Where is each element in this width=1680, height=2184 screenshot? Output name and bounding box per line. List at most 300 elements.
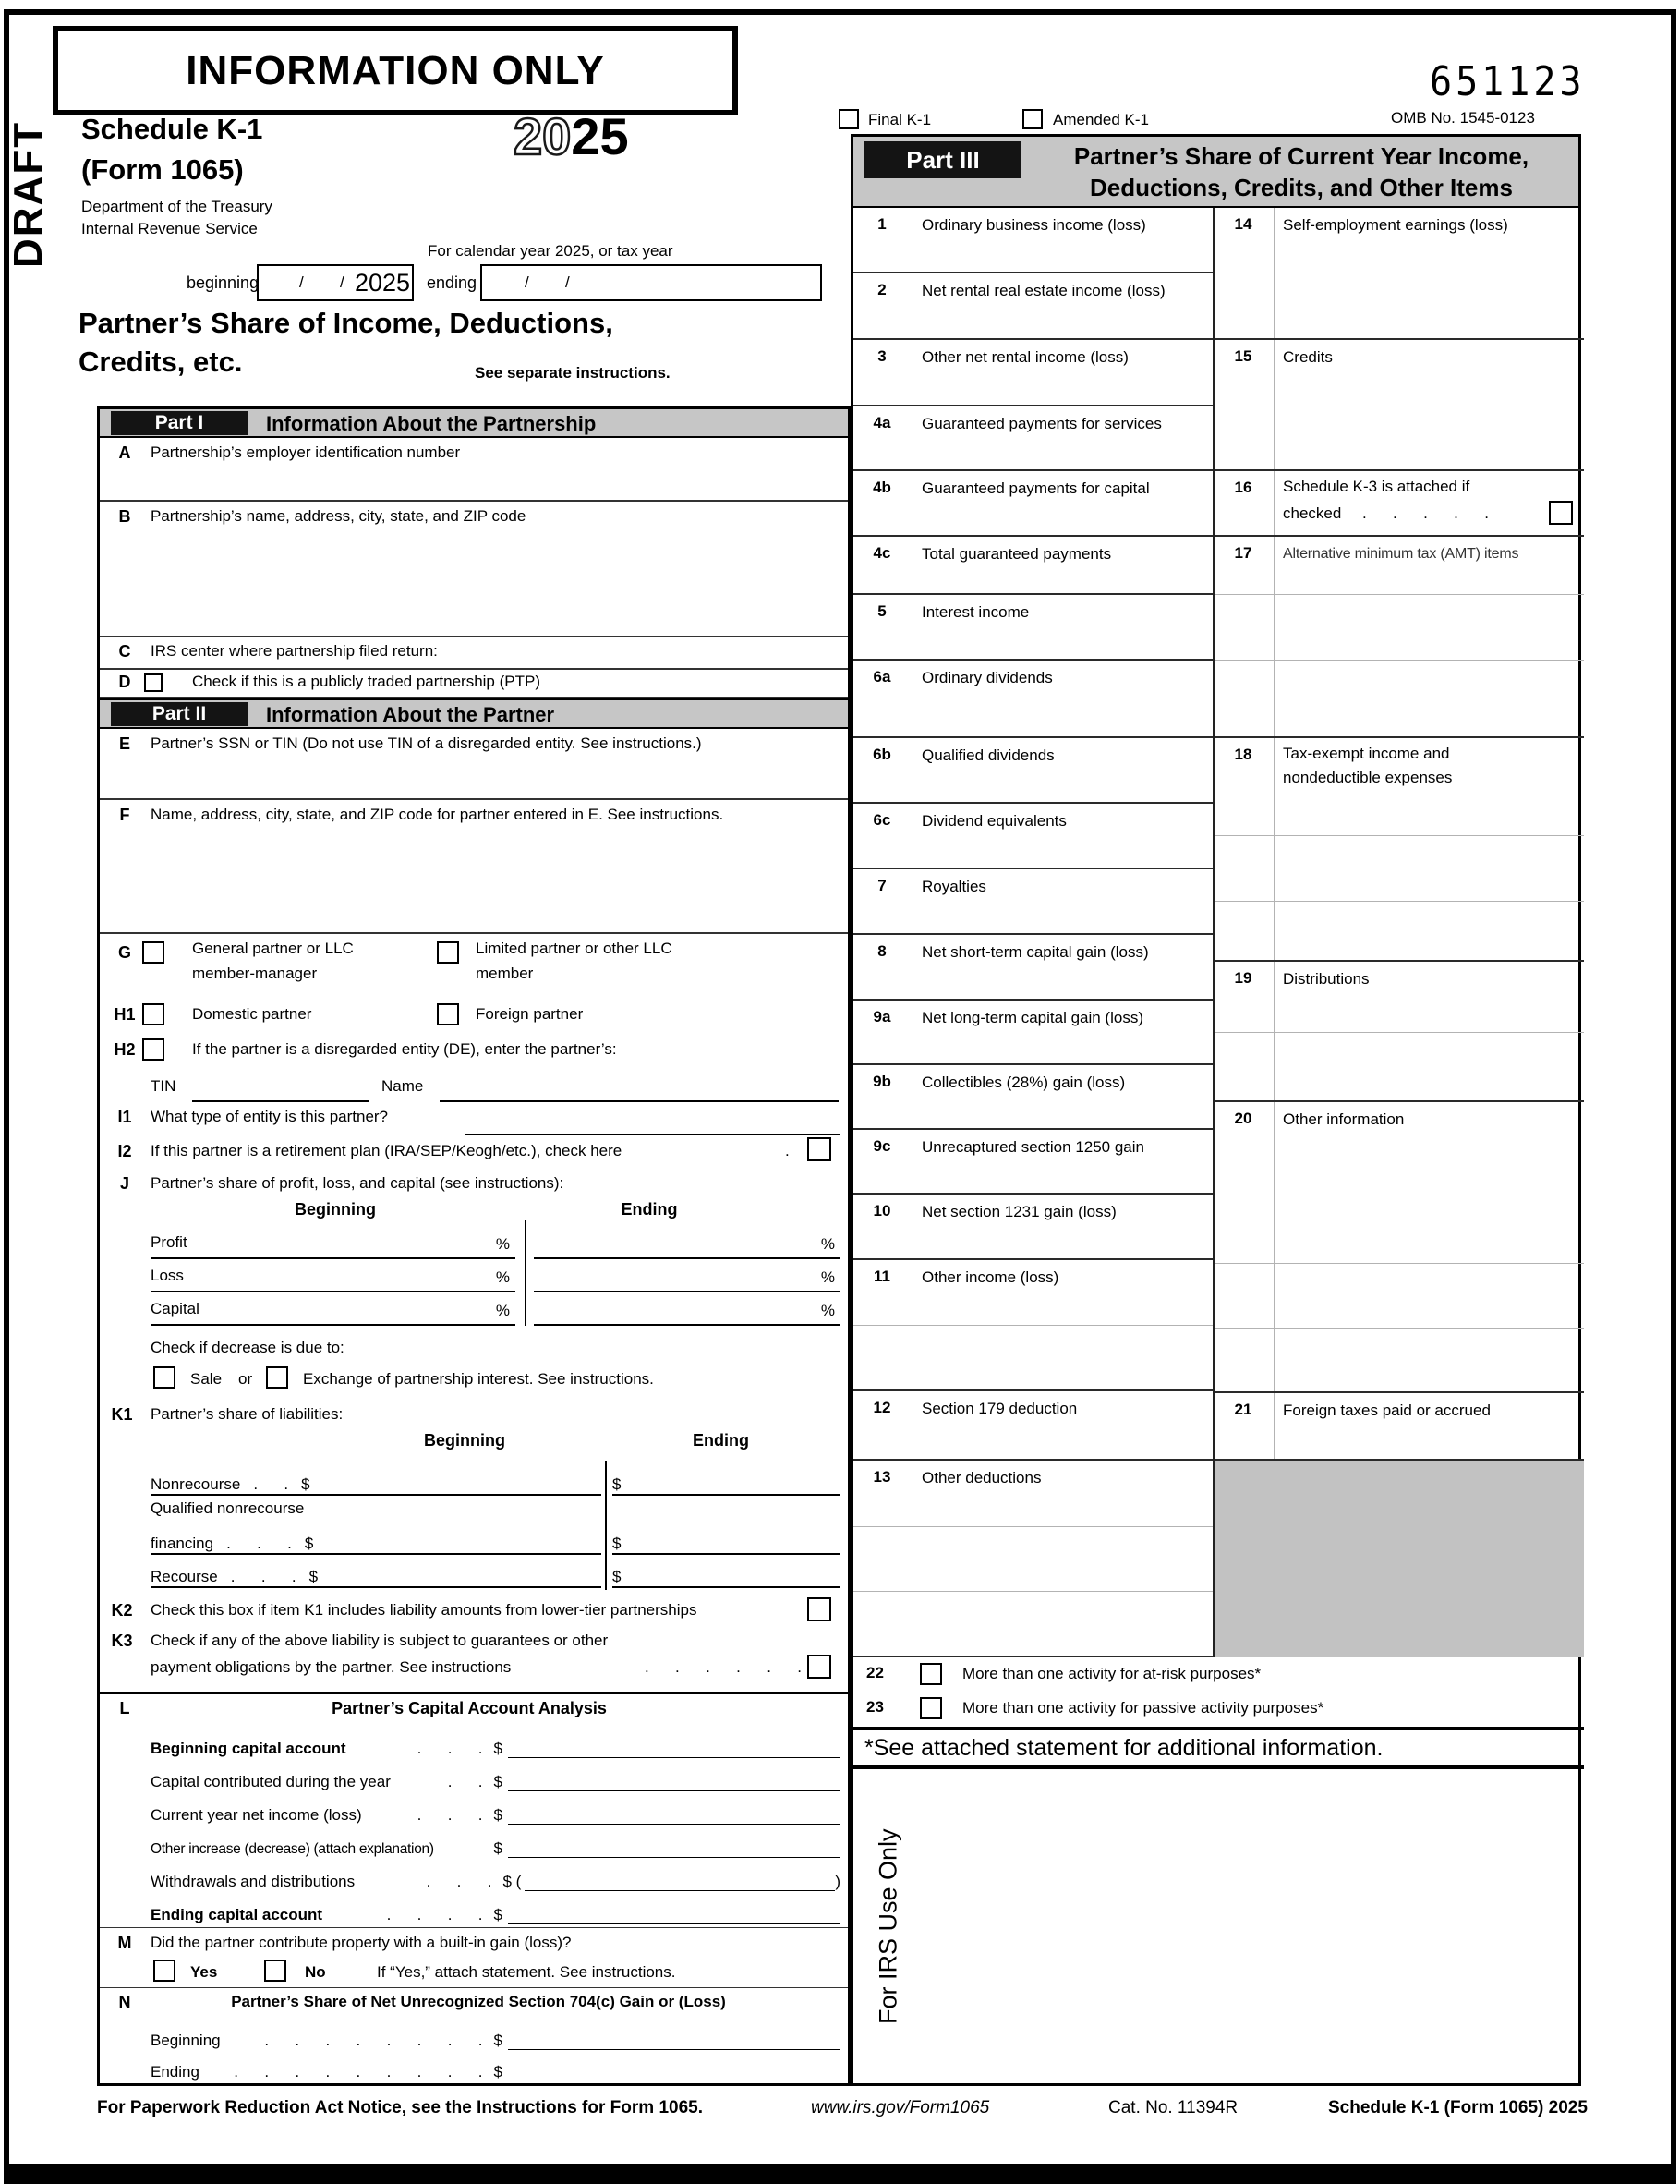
other-increase-dollar: $ — [493, 1839, 502, 1857]
capital-beginning-field[interactable] — [151, 1292, 515, 1326]
schedule-k3-checkbox[interactable] — [1549, 501, 1573, 525]
row-e[interactable] — [100, 729, 848, 800]
general-partner-label1: General partner or LLC — [192, 940, 354, 957]
row-h1-id: H1 — [114, 1005, 136, 1024]
row-k1-label: Partner’s share of liabilities: — [151, 1405, 344, 1423]
item-11-num: 11 — [874, 1268, 890, 1285]
item-18-extra-row1[interactable] — [1215, 836, 1584, 902]
item-7-label: Royalties — [922, 878, 986, 895]
row-h2-id: H2 — [114, 1040, 136, 1059]
tin-input-line[interactable] — [192, 1076, 369, 1102]
j-beginning-header: Beginning — [295, 1200, 376, 1219]
item-19-extra-row[interactable] — [1215, 1033, 1584, 1102]
decrease-label: Check if decrease is due to: — [151, 1339, 344, 1356]
j-table-divider — [525, 1220, 526, 1326]
foreign-partner-label: Foreign partner — [476, 1005, 584, 1023]
catalog-number: Cat. No. 11394R — [1108, 2098, 1239, 2117]
general-partner-label2: member-manager — [192, 965, 318, 982]
tax-year — [514, 107, 629, 165]
row-e-id: E — [118, 734, 130, 753]
loss-beginning-pct: % — [495, 1268, 510, 1286]
item-22-num: 22 — [866, 1664, 884, 1681]
ending-date-field[interactable] — [480, 264, 822, 301]
limited-partner-label2: member — [476, 965, 534, 982]
item-13-extra-row1[interactable] — [853, 1527, 1213, 1592]
reserved-grey-box — [1215, 1461, 1584, 1657]
beginning-capital-label: Beginning capital account — [151, 1740, 346, 1757]
item-20-extra-row1[interactable] — [1215, 1264, 1584, 1329]
n-ending-dollar: $ — [493, 2063, 502, 2081]
item-14-num: 14 — [1234, 215, 1252, 233]
item-21-row[interactable] — [1215, 1393, 1584, 1461]
ending-capital-dots: . . . . — [386, 1906, 483, 1923]
row-d-id: D — [118, 673, 131, 691]
irs-url: www.irs.gov/Form1065 — [811, 2098, 990, 2117]
item-20-extra-row2[interactable] — [1215, 1329, 1584, 1393]
part2-header-bar — [100, 698, 848, 729]
passive-activity-checkbox[interactable] — [920, 1697, 942, 1719]
see-statement-box — [853, 1727, 1584, 1769]
item-19-label: Distributions — [1283, 970, 1370, 988]
item-1-num: 1 — [877, 215, 887, 233]
item-13-extra-row2[interactable] — [853, 1592, 1213, 1657]
page-border-bottom — [4, 2164, 1676, 2184]
n-ending-label: Ending — [151, 2063, 199, 2081]
sale-checkbox[interactable] — [153, 1366, 175, 1389]
item-6b-label: Qualified dividends — [922, 746, 1055, 764]
item-5-label: Interest income — [922, 603, 1030, 621]
item-9b-row[interactable] — [853, 1065, 1213, 1130]
page-border-right — [1671, 9, 1676, 2184]
row-k2-id: K2 — [111, 1601, 133, 1620]
net-income-field[interactable] — [151, 1795, 840, 1825]
j-ending-header: Ending — [621, 1200, 678, 1219]
qualified-label-line1: Qualified nonrecourse — [151, 1499, 305, 1517]
item-5-num: 5 — [877, 602, 887, 620]
nonrecourse-dots: . . — [253, 1475, 289, 1493]
row-l-id: L — [119, 1699, 130, 1717]
item-18-extra-row2[interactable] — [1215, 902, 1584, 962]
part1-title: Information About the Partnership — [266, 412, 597, 435]
net-income-dollar: $ — [493, 1806, 502, 1824]
l-title: Partner’s Capital Account Analysis — [332, 1699, 607, 1717]
row-d-label: Check if this is a publicly traded partnership (PTP) — [192, 673, 540, 690]
row-h2-label: If the partner is a disregarded entity (DE), enter the partner’s: — [192, 1040, 617, 1058]
item-6c-num: 6c — [873, 811, 891, 829]
item-18-num: 18 — [1234, 746, 1252, 763]
recourse-ending-dollar: $ — [612, 1568, 622, 1585]
item-4b-row[interactable] — [853, 471, 1213, 537]
item-6b-row[interactable] — [853, 738, 1213, 804]
foreign-partner-checkbox[interactable] — [437, 1003, 459, 1025]
item-9a-label: Net long-term capital gain (loss) — [922, 1009, 1143, 1026]
item-8-row[interactable] — [853, 935, 1213, 1001]
withdrawals-field[interactable] — [151, 1862, 840, 1891]
capital-ending-pct: % — [820, 1302, 835, 1319]
nonrecourse-beginning-dollar: $ — [301, 1475, 310, 1493]
qualified-beginning-dollar: $ — [304, 1535, 314, 1552]
row-i1-label: What type of entity is this partner? — [151, 1108, 389, 1125]
profit-label: Profit — [151, 1233, 187, 1251]
beginning-slash2: / — [340, 273, 344, 291]
qualified-label-line2: financing — [151, 1535, 214, 1552]
item-14-label: Self-employment earnings (loss) — [1283, 216, 1508, 234]
item-15-extra-row[interactable] — [1215, 406, 1584, 471]
item-6a-num: 6a — [873, 668, 891, 686]
item-16-label2: checked — [1283, 504, 1342, 522]
beginning-capital-line[interactable] — [508, 1737, 840, 1758]
profit-beginning-field[interactable] — [151, 1226, 515, 1259]
item-6c-row[interactable] — [853, 804, 1213, 869]
m-section-divider — [100, 1927, 848, 1928]
part2-label: Part II — [151, 703, 207, 724]
item-21-num: 21 — [1234, 1401, 1252, 1418]
item-11-row[interactable] — [853, 1260, 1213, 1326]
n-ending-field[interactable] — [151, 2054, 840, 2081]
amended-k1-label: Amended K-1 — [1053, 111, 1149, 128]
sale-label: Sale — [190, 1370, 223, 1388]
capital-beginning-pct: % — [495, 1302, 510, 1319]
item-20-num: 20 — [1234, 1110, 1252, 1127]
withdrawals-dots: . . . — [426, 1873, 492, 1890]
item-5-row[interactable] — [853, 595, 1213, 661]
row-k3-line2: payment obligations by the partner. See instructions — [151, 1658, 512, 1676]
item-22-row — [853, 1657, 1584, 1693]
limited-partner-checkbox[interactable] — [437, 941, 459, 964]
information-only-banner — [53, 26, 738, 115]
name-label: Name — [381, 1077, 424, 1095]
loss-label: Loss — [151, 1267, 184, 1284]
general-partner-checkbox[interactable] — [142, 941, 164, 964]
item-4a-label: Guaranteed payments for services — [922, 415, 1162, 432]
recourse-ending-field[interactable] — [612, 1559, 840, 1588]
row-m-id: M — [117, 1934, 132, 1952]
ending-capital-field[interactable] — [151, 1895, 840, 1924]
irs-use-only-label: For IRS Use Only — [874, 1828, 902, 2024]
item-14-row[interactable] — [1215, 208, 1584, 273]
row-i2-label: If this partner is a retirement plan (IRA/SEP/Keogh/etc.), check here — [151, 1142, 622, 1159]
item-4a-num: 4a — [873, 414, 891, 431]
n-beginning-field[interactable] — [151, 2022, 840, 2050]
row-c-label: IRS center where partnership filed return: — [151, 642, 438, 660]
row-j-label: Partner’s share of profit, loss, and capital (see instructions): — [151, 1174, 564, 1192]
nonrecourse-ending-field[interactable] — [612, 1466, 840, 1496]
item-23-label: More than one activity for passive activity purposes* — [962, 1699, 1324, 1717]
part3-label-box — [864, 141, 1021, 178]
beginning-capital-dollar: $ — [493, 1740, 502, 1757]
item-13-row[interactable] — [853, 1461, 1213, 1527]
lower-tier-checkbox[interactable] — [807, 1597, 831, 1621]
guarantee-checkbox[interactable] — [807, 1655, 831, 1679]
n-section-divider — [100, 1987, 848, 1988]
name-input-line[interactable] — [440, 1076, 839, 1102]
capital-contributed-line[interactable] — [508, 1770, 840, 1791]
qualified-ending-field[interactable] — [612, 1525, 840, 1555]
item-11-extra-row[interactable] — [853, 1326, 1213, 1391]
row-f[interactable] — [100, 800, 848, 934]
item-17-extra-row1[interactable] — [1215, 595, 1584, 661]
item-13-num: 13 — [873, 1468, 891, 1486]
item-8-num: 8 — [877, 942, 887, 960]
page-border-left — [4, 9, 9, 2184]
withdrawals-close-paren: ) — [835, 1873, 840, 1890]
withdrawals-line[interactable] — [525, 1870, 835, 1891]
item-3-row[interactable] — [853, 340, 1213, 406]
yes-label: Yes — [190, 1963, 218, 1981]
disregarded-entity-checkbox[interactable] — [142, 1038, 164, 1061]
item-1-row[interactable] — [853, 208, 1213, 273]
final-k1-label: Final K-1 — [868, 111, 932, 128]
item-9c-row[interactable] — [853, 1130, 1213, 1195]
ending-slash2: / — [565, 273, 570, 291]
item-19-row[interactable] — [1215, 962, 1584, 1033]
part3-title-line2: Deductions, Credits, and Other Items — [1090, 174, 1513, 201]
row-c-id: C — [118, 642, 131, 661]
ending-label: ending — [427, 273, 477, 292]
amended-k1-checkbox[interactable] — [1022, 109, 1043, 129]
item-19-num: 19 — [1234, 969, 1252, 987]
ending-slash1: / — [525, 273, 529, 291]
n-beginning-line[interactable] — [508, 2029, 840, 2050]
item-10-label: Net section 1231 gain (loss) — [922, 1203, 1117, 1220]
l-section-divider — [100, 1692, 848, 1694]
net-income-line[interactable] — [508, 1803, 840, 1825]
page-title-line2: Credits, etc. — [79, 346, 243, 378]
item-4a-row[interactable] — [853, 406, 1213, 471]
profit-ending-pct: % — [820, 1235, 835, 1253]
capital-contributed-field[interactable] — [151, 1762, 840, 1791]
final-k1-checkbox[interactable] — [839, 109, 859, 129]
footer-schedule-label: Schedule K-1 (Form 1065) 2025 — [1328, 2098, 1588, 2117]
right-column — [851, 134, 1581, 2086]
nonrecourse-beginning-field[interactable] — [151, 1466, 601, 1496]
row-k2-label: Check this box if item K1 includes liability amounts from lower-tier partnerships — [151, 1601, 697, 1619]
item-9a-num: 9a — [873, 1008, 891, 1025]
beginning-date-field[interactable] — [257, 264, 414, 301]
item-17-label: Alternative minimum tax (AMT) items — [1283, 546, 1519, 562]
row-k1-id: K1 — [111, 1405, 133, 1424]
schedule-title: Schedule K-1 — [81, 113, 263, 145]
capital-contributed-label: Capital contributed during the year — [151, 1773, 391, 1790]
row-b[interactable] — [100, 502, 848, 637]
item-7-num: 7 — [877, 877, 887, 894]
row-k3-dots: . . . . . . — [645, 1658, 803, 1676]
row-k3-id: K3 — [111, 1632, 133, 1650]
part1-label-box — [111, 411, 248, 435]
item-18-label2: nondeductible expenses — [1283, 769, 1453, 786]
dept-line1: Department of the Treasury — [81, 198, 272, 215]
item-18-label: Tax-exempt income and — [1283, 745, 1450, 762]
recourse-beginning-dollar: $ — [308, 1568, 319, 1585]
item-18-row[interactable] — [1215, 738, 1584, 836]
ending-capital-dollar: $ — [493, 1906, 502, 1923]
qualified-beginning-field[interactable] — [151, 1525, 601, 1555]
recourse-beginning-field[interactable] — [151, 1559, 601, 1588]
domestic-partner-checkbox[interactable] — [142, 1003, 164, 1025]
see-instructions: See separate instructions. — [475, 364, 671, 382]
row-n-id: N — [118, 1993, 131, 2011]
see-statement-text: *See attached statement for additional information. — [864, 1735, 1384, 1761]
form-number: (Form 1065) — [81, 153, 244, 186]
item-23-num: 23 — [866, 1698, 884, 1716]
n-beginning-dollar: $ — [493, 2032, 502, 2049]
part1-label: Part I — [154, 412, 204, 433]
recourse-dots: . . . — [230, 1568, 296, 1585]
exchange-checkbox[interactable] — [266, 1366, 288, 1389]
row-b-id: B — [118, 507, 131, 526]
item-12-row[interactable] — [853, 1391, 1213, 1461]
item-22-label: More than one activity for at-risk purposes* — [962, 1665, 1262, 1682]
profit-beginning-pct: % — [495, 1235, 510, 1253]
row-i2-dot: . — [785, 1142, 790, 1159]
row-f-id: F — [119, 806, 130, 824]
item-16-dots: . . . . . — [1362, 504, 1489, 522]
item-8-label: Net short-term capital gain (loss) — [922, 943, 1149, 961]
qualified-ending-dollar: $ — [612, 1535, 622, 1552]
beginning-year: 2025 — [355, 269, 411, 297]
item-13-label: Other deductions — [922, 1469, 1042, 1486]
tax-year-solid: 25 — [571, 107, 629, 165]
item-9a-row[interactable] — [853, 1001, 1213, 1065]
item-4b-label: Guaranteed payments for capital — [922, 479, 1150, 497]
withdrawals-label: Withdrawals and distributions — [151, 1873, 356, 1890]
item-3-num: 3 — [877, 347, 887, 365]
item-15-row[interactable] — [1215, 340, 1584, 406]
item-6a-label: Ordinary dividends — [922, 669, 1053, 686]
capital-contributed-dollar: $ — [493, 1773, 502, 1790]
item-17-row[interactable] — [1215, 537, 1584, 595]
item-15-num: 15 — [1234, 347, 1252, 365]
withdrawals-open-paren: $ ( — [502, 1873, 522, 1890]
limited-partner-label1: Limited partner or other LLC — [476, 940, 672, 957]
part3-label: Part III — [906, 145, 980, 174]
n-ending-line[interactable] — [508, 2060, 840, 2081]
beginning-capital-field[interactable] — [151, 1729, 840, 1758]
item-16-num: 16 — [1234, 479, 1252, 496]
profit-ending-field[interactable] — [534, 1226, 840, 1259]
item-20-label: Other information — [1283, 1110, 1405, 1128]
information-only-text: INFORMATION ONLY — [186, 47, 605, 93]
other-increase-label: Other increase (decrease) (attach explanation) — [151, 1841, 434, 1857]
row-k3-line1: Check if any of the above liability is subject to guarantees or other — [151, 1632, 609, 1649]
item-16-label: Schedule K-3 is attached if — [1283, 478, 1470, 495]
part2-title: Information About the Partner — [266, 703, 555, 726]
retirement-plan-checkbox[interactable] — [807, 1137, 831, 1161]
loss-ending-pct: % — [820, 1268, 835, 1286]
builtin-gain-yes-checkbox[interactable] — [153, 1960, 175, 1982]
item-15-label: Credits — [1283, 348, 1333, 366]
entity-type-input-line[interactable] — [465, 1110, 840, 1135]
item-9c-label: Unrecaptured section 1250 gain — [922, 1138, 1144, 1156]
loss-beginning-field[interactable] — [151, 1259, 515, 1292]
part3-header-bar — [853, 137, 1578, 208]
item-20-row[interactable] — [1215, 1102, 1584, 1264]
item-3-label: Other net rental income (loss) — [922, 348, 1129, 366]
left-column — [97, 406, 851, 2086]
or-label: or — [238, 1370, 253, 1388]
item-6a-row[interactable] — [853, 661, 1213, 738]
doc-code: 651123 — [1430, 59, 1586, 105]
row-g-id: G — [117, 943, 131, 962]
n-beginning-dots: . . . . . . . . — [264, 2032, 483, 2049]
row-i1-id: I1 — [117, 1108, 132, 1126]
m-note: If “Yes,” attach statement. See instructions. — [377, 1963, 676, 1981]
item-17-extra-row2[interactable] — [1215, 661, 1584, 738]
k1-ending-header: Ending — [693, 1431, 749, 1450]
item-12-label: Section 179 deduction — [922, 1400, 1078, 1417]
page-border-top — [4, 9, 1676, 15]
item-9c-num: 9c — [873, 1137, 891, 1155]
net-income-label: Current year net income (loss) — [151, 1806, 362, 1824]
no-label: No — [305, 1963, 326, 1981]
item-23-row — [853, 1693, 1584, 1727]
at-risk-checkbox[interactable] — [920, 1663, 942, 1685]
omb-number: OMB No. 1545-0123 — [1391, 109, 1535, 127]
recourse-label: Recourse — [151, 1568, 218, 1585]
row-c[interactable] — [100, 637, 848, 670]
draft-watermark: DRAFT — [6, 120, 51, 268]
item-10-num: 10 — [873, 1202, 891, 1219]
item-16-row[interactable] — [1215, 471, 1584, 537]
nonrecourse-ending-dollar: $ — [612, 1475, 622, 1493]
item-21-label: Foreign taxes paid or accrued — [1283, 1401, 1491, 1419]
builtin-gain-no-checkbox[interactable] — [264, 1960, 286, 1982]
item-4c-num: 4c — [873, 544, 891, 562]
domestic-partner-label: Domestic partner — [192, 1005, 312, 1023]
item-4c-row[interactable] — [853, 537, 1213, 595]
k1-beginning-header: Beginning — [424, 1431, 505, 1450]
beginning-label: beginning — [187, 273, 260, 292]
page-title-line1: Partner’s Share of Income, Deductions, — [79, 307, 613, 339]
item-2-label: Net rental real estate income (loss) — [922, 282, 1166, 299]
item-6b-num: 6b — [873, 746, 891, 763]
k1-table-divider — [605, 1461, 607, 1590]
other-increase-line[interactable] — [508, 1837, 840, 1858]
qualified-dots: . . . — [226, 1535, 292, 1552]
loss-ending-field[interactable] — [534, 1259, 840, 1292]
n-ending-dots: . . . . . . . . . — [234, 2063, 483, 2081]
beginning-capital-dots: . . . — [417, 1740, 483, 1757]
ending-capital-line[interactable] — [508, 1903, 840, 1924]
row-d — [100, 670, 848, 698]
other-increase-field[interactable] — [151, 1828, 840, 1858]
ptp-checkbox[interactable] — [144, 673, 163, 692]
item-2-row[interactable] — [853, 273, 1213, 340]
nonrecourse-label: Nonrecourse — [151, 1475, 241, 1493]
item-9b-label: Collectibles (28%) gain (loss) — [922, 1074, 1126, 1091]
n-beginning-label: Beginning — [151, 2032, 221, 2049]
row-m-label: Did the partner contribute property with a built-in gain (loss)? — [151, 1934, 572, 1951]
row-j-id: J — [119, 1174, 129, 1193]
capital-ending-field[interactable] — [534, 1292, 840, 1326]
row-f-label: Name, address, city, state, and ZIP code for partner entered in E. See instructions. — [151, 806, 724, 823]
paperwork-notice: For Paperwork Reduction Act Notice, see the Instructions for Form 1065. — [97, 2098, 703, 2117]
item-10-row[interactable] — [853, 1195, 1213, 1260]
item-11-label: Other income (loss) — [922, 1268, 1059, 1286]
tin-label: TIN — [151, 1077, 176, 1095]
part2-label-box — [111, 702, 248, 726]
row-a — [100, 438, 848, 502]
n-title: Partner’s Share of Net Unrecognized Section 704(c) Gain or (Loss) — [231, 1993, 726, 2010]
item-1-label: Ordinary business income (loss) — [922, 216, 1146, 234]
net-income-dots: . . . — [417, 1806, 483, 1824]
item-4c-label: Total guaranteed payments — [922, 545, 1112, 563]
item-12-num: 12 — [873, 1399, 891, 1416]
row-a-label: Partnership’s employer identification number — [151, 443, 461, 461]
item-14-extra-row[interactable] — [1215, 273, 1584, 340]
capital-contributed-dots: . . — [447, 1773, 483, 1790]
item-7-row[interactable] — [853, 869, 1213, 935]
